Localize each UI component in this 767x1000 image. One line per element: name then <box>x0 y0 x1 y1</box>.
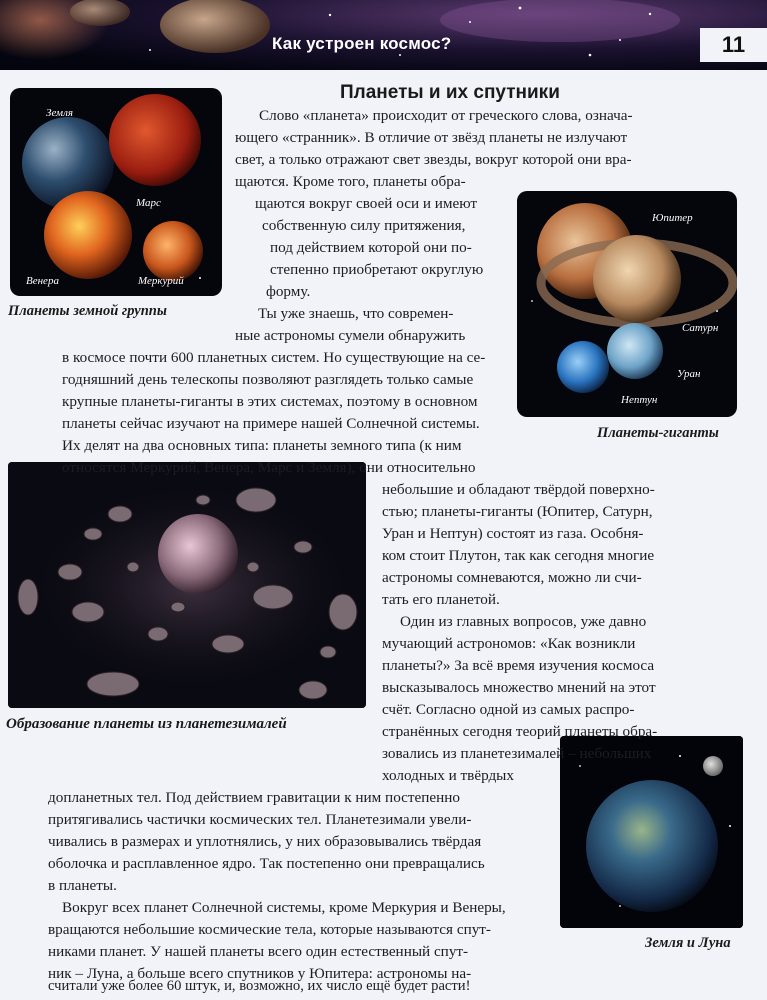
text-line: ком стоит Плутон, так как сегодня многие <box>382 547 655 564</box>
section-title: Как устроен космос? <box>272 34 452 53</box>
text-line: вращаются небольшие космические тела, которые называются спут- <box>48 921 491 938</box>
text-line: тать его планетой. <box>382 591 500 608</box>
text-line: ник – Луна, а больше всего спутников у Юпитера: астрономы на- <box>48 965 472 982</box>
text-line: ющего «странник». В отличие от звёзд планеты не излучают <box>235 129 628 146</box>
text-line: относятся Меркурий, Венера, Марс и Земля), они относительно <box>62 459 476 476</box>
text-line: странённых сегодня теорий планеты обра- <box>382 723 658 740</box>
text-line: форму. <box>266 283 311 300</box>
text-line: степенно приобретают округлую <box>270 261 484 278</box>
caption-terrestrial: Планеты земной группы <box>8 303 167 319</box>
text-line: небольшие и обладают твёрдой поверхно- <box>382 481 655 498</box>
label-jupiter: Юпитер <box>652 212 693 224</box>
text-line: собственную силу притяжения, <box>262 217 466 234</box>
label-mercury: Меркурий <box>138 275 184 287</box>
page-number: 11 <box>700 28 767 62</box>
text-line: крупные планеты-гиганты в этих системах, поэтому в основном <box>62 393 478 410</box>
text-line: мучающий астрономов: «Как возникли <box>382 635 636 652</box>
caption-giants: Планеты-гиганты <box>597 425 719 441</box>
label-uranus: Уран <box>677 368 701 380</box>
text-line: планеты?» За всё время изучения космоса <box>382 657 655 674</box>
text-line: планеты сейчас изучают на примере нашей Солнечной системы. <box>62 415 480 432</box>
text-line: ные астрономы сумели обнаружить <box>235 327 466 344</box>
text-line: годняшний день телескопы позволяют разглядеть только самые <box>62 371 474 388</box>
text-line: Вокруг всех планет Солнечной системы, кроме Меркурия и Венеры, <box>62 899 506 916</box>
text-line: допланетных тел. Под действием гравитации к ним постепенно <box>48 789 460 806</box>
text-line: притягивались частички космических тел. Планетезимали увели- <box>48 811 472 828</box>
caption-earth-moon: Земля и Луна <box>645 935 731 951</box>
text-line: Их делят на два основных типа: планеты земного типа (к ним <box>62 437 462 454</box>
text-line: никами планет. У нашей планеты всего один естественный спут- <box>48 943 469 960</box>
text-line: холодных и твёрдых <box>382 767 514 784</box>
label-neptune: Нептун <box>621 394 658 406</box>
text-line: Уран и Нептун) состоят из газа. Особня- <box>382 525 644 542</box>
text-line: щаются вокруг своей оси и имеют <box>255 195 478 212</box>
text-line: в космосе почти 600 планетных систем. Но существующие на се- <box>62 349 486 366</box>
label-mars: Марс <box>136 197 161 209</box>
header-banner <box>0 0 767 70</box>
text-line: счёт. Согласно одной из самых распро- <box>382 701 635 718</box>
text-line: щаются. Кроме того, планеты обра- <box>235 173 466 190</box>
caption-formation: Образование планеты из планетезималей <box>6 716 287 732</box>
text-line: в планеты. <box>48 877 117 894</box>
text-line: под действием которой они по- <box>270 239 472 256</box>
text-line: чивались в размерах и уплотнялись, у них образовывались твёрдая <box>48 833 482 850</box>
text-line: Ты уже знаешь, что современ- <box>258 305 454 322</box>
label-earth: Земля <box>46 107 73 119</box>
text-line: астрономы сомневаются, можно ли счи- <box>382 569 642 586</box>
planet-formation-image <box>8 462 366 708</box>
text-line: Один из главных вопросов, уже давно <box>400 613 647 630</box>
giant-planets-image <box>517 191 737 417</box>
text-line: зовались из планетезималей – небольших <box>382 745 652 762</box>
text-line: стью; планеты-гиганты (Юпитер, Сатурн, <box>382 503 653 520</box>
text-line: высказывалось множество мнений на этот <box>382 679 656 696</box>
text-line: свет, а только отражают свет звезды, вокруг которой они вра- <box>235 151 632 168</box>
label-saturn: Сатурн <box>682 322 719 334</box>
text-line: считали уже более 60 штук, и, возможно, их число ещё будет расти! <box>48 978 471 994</box>
text-line: Слово «планета» происходит от греческого слова, означа- <box>259 107 633 124</box>
label-venus: Венера <box>26 275 59 287</box>
article-heading: Планеты и их спутники <box>340 82 560 103</box>
text-line: оболочка и расплавленное ядро. Так постепенно они превращались <box>48 855 485 872</box>
terrestrial-planets-image <box>10 88 222 296</box>
